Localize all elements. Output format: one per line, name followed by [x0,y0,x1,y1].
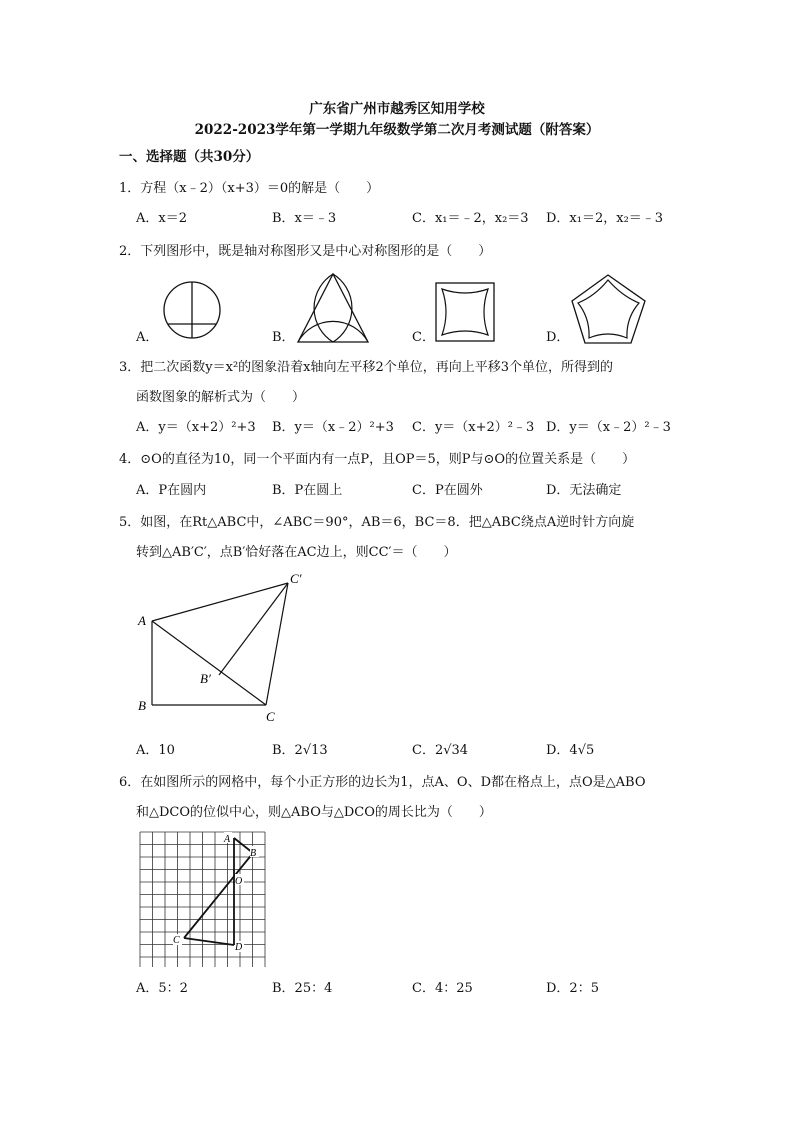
question-2-option-a: A． [136,330,159,345]
question-4-option-b: B．P在圆上 [272,483,343,498]
figure-pentagon-with-arcs [570,272,648,346]
label-b: B [138,698,146,713]
question-2-option-c: C． [412,330,435,345]
page-title: 广东省广州市越秀区知用学校 [309,101,485,117]
grid-label-c: C [173,935,180,946]
grid-label-b: B [250,848,257,859]
page-subtitle: 2022-2023学年第一学期九年级数学第二次月考测试题（附答案） [194,122,600,138]
grid-label-d: D [235,942,243,953]
grid-label-a: A [224,834,231,845]
question-5-option-c: C．2√34 [412,743,469,758]
question-1-option-b: B．x＝﹣3 [272,211,337,226]
question-1-option-c: C．x₁＝﹣2，x₂＝3 [412,211,529,226]
label-c: C [266,709,275,724]
label-c-prime: C′ [290,571,302,586]
figure-circle-with-chords [160,278,226,344]
figure-grid-similar-triangles [140,832,268,968]
question-2-option-b: B． [272,330,295,345]
question-2-option-d: D． [546,330,570,345]
question-3-option-b: B．y＝（x﹣2）²+3 [272,420,394,435]
question-5-option-d: D．4√5 [546,743,595,758]
question-6-option-b: B．25：4 [272,981,333,996]
question-4-stem: 4．⊙O的直径为10，同一个平面内有一点P，且OP＝5，则P与⊙O的位置关系是（ ） [119,452,636,467]
question-5-option-b: B．2√13 [272,743,328,758]
question-6-stem-line2: 和△DCO的位似中心，则△ABO与△DCO的周长比为（ ） [136,805,492,820]
question-1-option-d: D．x₁＝2，x₂＝﹣3 [546,211,664,226]
label-a: A [138,613,146,628]
question-4-option-a: A．P在圆内 [136,483,207,498]
question-4-option-d: D．无法确定 [546,483,622,498]
section-heading: 一、选择题（共30分） [119,149,260,165]
question-6-stem-line1: 6．在如图所示的网格中，每个小正方形的边长为1，点A、O、D都在格点上，点O是△ABO [119,775,646,790]
figure-rotated-triangle [130,565,320,730]
question-5-option-a: A．10 [136,743,175,758]
question-1-option-a: A．x＝2 [136,211,187,226]
question-5-stem-line2: 转到△AB′C′，点B′恰好落在AC边上，则CC′＝（ ） [136,545,457,560]
label-b-prime: B′ [200,671,211,686]
grid-label-o: O [235,876,243,887]
question-3-stem-line2: 函数图象的解析式为（ ） [136,390,306,405]
question-5-stem-line1: 5．如图，在Rt△ABC中，∠ABC＝90°，AB＝6，BC＝8．把△ABC绕点A逆时针方向旋 [119,515,635,530]
question-3-option-a: A．y＝（x+2）²+3 [136,420,256,435]
question-3-option-c: C．y＝（x+2）²﹣3 [412,420,535,435]
question-6-option-a: A．5：2 [136,981,188,996]
question-1-stem: 1．方程（x﹣2）（x+3）＝0的解是（ ） [119,181,380,196]
question-6-option-d: D．2：5 [546,981,599,996]
figure-triangle-with-arcs [294,272,374,346]
figure-square-with-arcs [434,281,496,343]
question-2-stem: 2．下列图形中，既是轴对称图形又是中心对称图形的是（ ） [119,244,492,259]
question-3-option-d: D．y＝（x﹣2）²﹣3 [546,420,671,435]
question-4-option-c: C．P在圆外 [412,483,483,498]
question-3-stem-line1: 3．把二次函数y＝x²的图象沿着x轴向左平移2个单位，再向上平移3个单位，所得到的 [119,360,614,375]
question-6-option-c: C．4：25 [412,981,473,996]
